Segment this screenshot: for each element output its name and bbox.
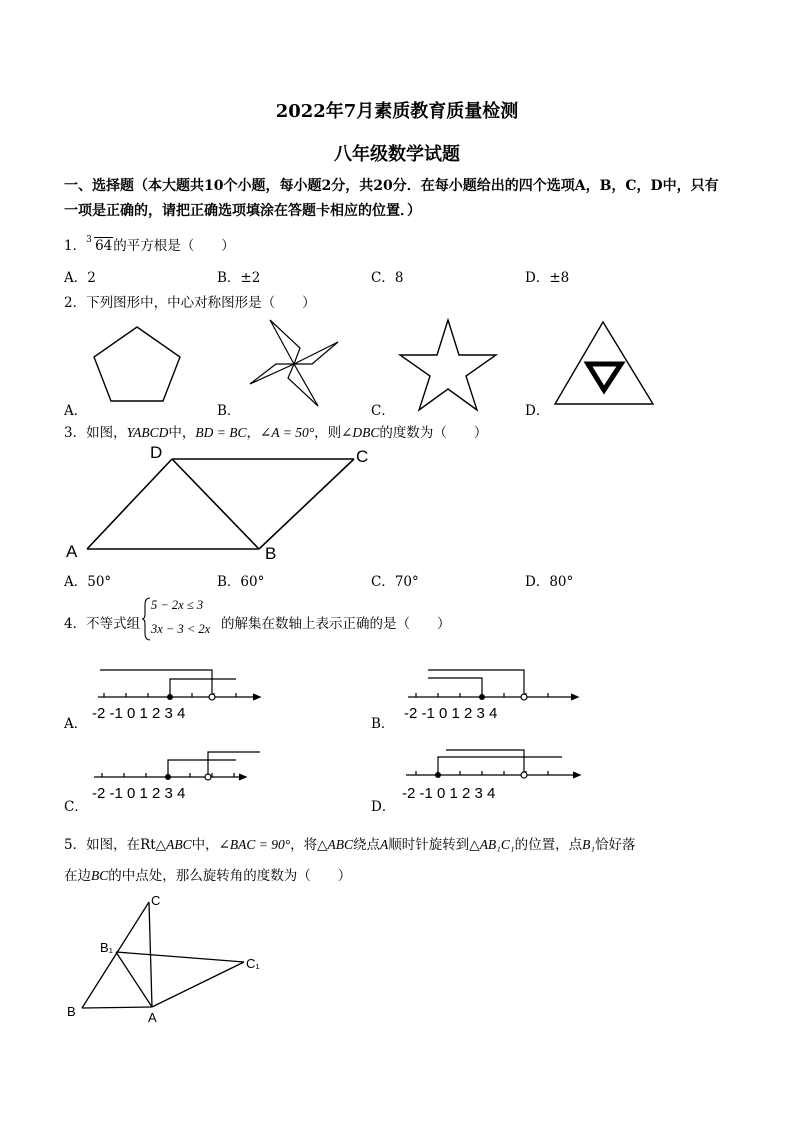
system-brace bbox=[141, 597, 151, 641]
vertex-label-d: D bbox=[150, 443, 163, 462]
pinwheel-icon bbox=[244, 318, 344, 410]
page-title: 2022年7月素质教育质量检测 bbox=[275, 101, 519, 122]
number-line-d bbox=[398, 742, 588, 806]
question-number: 3． bbox=[64, 425, 87, 441]
number-line-a bbox=[88, 662, 278, 726]
tick-labels: -2 -1 0 1 2 3 4 bbox=[402, 785, 496, 802]
question-1 bbox=[64, 234, 235, 254]
number-line-b bbox=[398, 662, 588, 726]
number-line-c bbox=[88, 742, 278, 806]
cube-root-expression: 3 64 bbox=[86, 235, 113, 254]
option-d[interactable]: D．±8 bbox=[525, 270, 570, 286]
question-5-line1: 5．如图，在Rt△ABC中，∠BAC = 90°，将△ABC绕点A顺时针旋转到△AB₁C₁的位置，点B₁恰好落 bbox=[64, 837, 636, 853]
triangle-in-triangle-icon bbox=[553, 320, 656, 408]
tick-labels: -2 -1 0 1 2 3 4 bbox=[92, 785, 186, 802]
tick-labels: -2 -1 0 1 2 3 4 bbox=[404, 705, 498, 722]
vertex-label-c: C bbox=[151, 893, 161, 908]
option-d[interactable]: D．80° bbox=[525, 574, 574, 590]
option-a[interactable]: A．2 bbox=[64, 270, 96, 286]
option-d[interactable]: D． bbox=[371, 799, 396, 815]
vertex-label-c1: C₁ bbox=[246, 956, 260, 971]
section-heading-line2: 一项是正确的，请把正确选项填涂在答题卡相应的位置．） bbox=[64, 203, 421, 219]
option-c[interactable]: C． bbox=[371, 403, 395, 419]
parallelogram-figure bbox=[62, 440, 382, 565]
option-b[interactable]: B． bbox=[217, 403, 241, 419]
option-c[interactable]: C．70° bbox=[371, 574, 419, 590]
vertex-label-b: B bbox=[67, 1004, 76, 1019]
question-text: 的平方根是（ ） bbox=[113, 238, 235, 254]
question-number: 1． bbox=[64, 238, 87, 254]
question-4-lead: 4．不等式组 bbox=[64, 616, 141, 632]
rotation-figure bbox=[64, 890, 274, 1025]
question-text: 下列图形中，中心对称图形是（ ） bbox=[86, 295, 316, 311]
section-heading-line1: 一、选择题（本大题共10个小题，每小题2分，共20分．在每小题给出的四个选项A，B，C，D中，只有 bbox=[64, 178, 719, 194]
option-a[interactable]: A． bbox=[64, 716, 88, 732]
pentagon-icon bbox=[90, 325, 185, 405]
option-b[interactable]: B．±2 bbox=[217, 270, 261, 286]
inequality-2: 3x − 3 < 2x bbox=[151, 622, 211, 636]
option-c[interactable]: C． bbox=[64, 799, 88, 815]
page-subtitle: 八年级数学试题 bbox=[334, 144, 460, 165]
option-a[interactable]: A． bbox=[64, 403, 88, 419]
question-number: 4． bbox=[64, 616, 87, 632]
question-number: 2． bbox=[64, 295, 87, 311]
question-5-line2: 在边BC的中点处，那么旋转角的度数为（ ） bbox=[64, 868, 352, 884]
star-icon bbox=[398, 318, 498, 410]
vertex-label-c: C bbox=[356, 447, 369, 466]
tick-labels: -2 -1 0 1 2 3 4 bbox=[92, 705, 186, 722]
option-b[interactable]: B． bbox=[371, 716, 395, 732]
question-3: 3．如图，YABCD中，BD = BC，∠A = 50°，则∠DBC的度数为（ ） bbox=[64, 425, 488, 441]
option-c[interactable]: C．8 bbox=[371, 270, 404, 286]
question-2 bbox=[64, 291, 316, 311]
question-4-tail: 的解集在数轴上表示正确的是（ ） bbox=[221, 616, 451, 632]
vertex-label-a: A bbox=[66, 542, 78, 561]
option-d[interactable]: D． bbox=[525, 403, 550, 419]
question-number: 5． bbox=[64, 837, 87, 853]
option-b[interactable]: B．60° bbox=[217, 574, 265, 590]
option-a[interactable]: A．50° bbox=[64, 574, 112, 590]
vertex-label-b: B bbox=[265, 544, 277, 563]
inequality-1: 5 − 2x ≤ 3 bbox=[151, 598, 204, 612]
vertex-label-b1: B₁ bbox=[100, 940, 114, 955]
vertex-label-a: A bbox=[148, 1010, 157, 1025]
